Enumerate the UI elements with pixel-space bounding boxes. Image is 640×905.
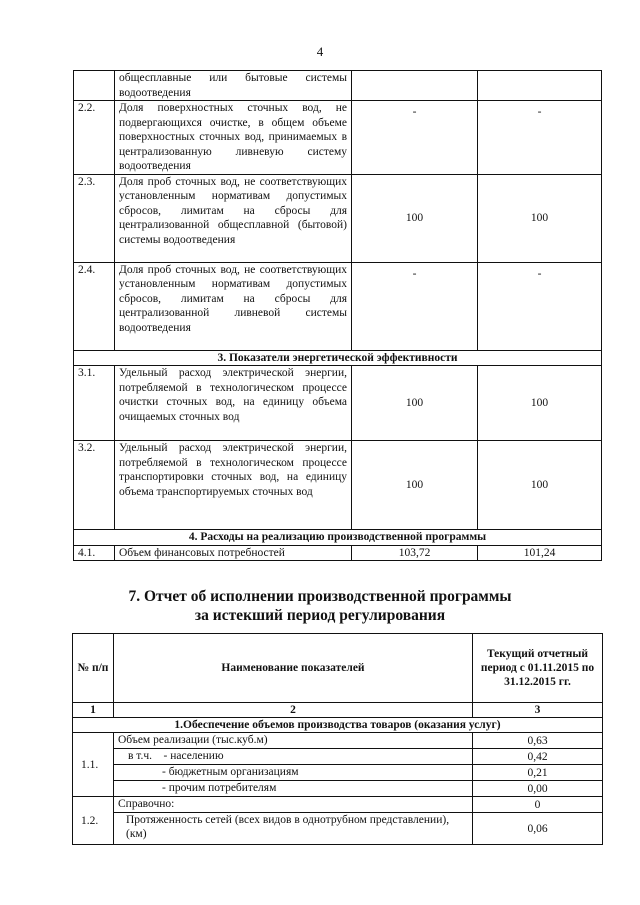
header-name: Наименование показателей — [114, 634, 473, 703]
index-row — [73, 703, 603, 718]
section-row — [73, 718, 603, 733]
row-label-prefix: в т.ч. — [128, 750, 152, 762]
row-description: общесплавные или бытовые системы водоотведения — [115, 71, 352, 101]
report-table — [72, 633, 603, 845]
value-cell-1: 100 — [352, 174, 478, 262]
header-period: Текущий отчетный период с 01.11.2015 по 31.12.2015 гг. — [473, 634, 603, 703]
row-value: 0,21 — [473, 765, 603, 781]
row-value: 0,63 — [473, 733, 603, 749]
row-number: 2.4. — [74, 262, 115, 350]
section-row — [74, 530, 602, 546]
report-title — [0, 587, 640, 625]
table-row — [73, 733, 603, 749]
row-number: 3.2. — [74, 441, 115, 530]
table-row — [73, 813, 603, 845]
table-row — [73, 797, 603, 813]
value-cell-2 — [478, 71, 602, 101]
page-number: 4 — [316, 44, 324, 59]
table-row — [73, 765, 603, 781]
row-label: - бюджетным организациям — [114, 765, 473, 781]
row-value: 0 — [473, 797, 603, 813]
row-description: Доля проб сточных вод, не соответствующих установленным нормативам допустимых сбросов, лимитам на сбросы для централизованной ливневой системы водоотведения — [115, 262, 352, 350]
value-cell-2: 100 — [478, 366, 602, 441]
table-row — [74, 366, 602, 441]
report-title-line-1: 7. Отчет об исполнении производственной программы — [128, 588, 512, 605]
value-cell-1: 100 — [352, 366, 478, 441]
section-heading: 1.Обеспечение объемов производства товаров (оказания услуг) — [73, 718, 603, 733]
header-row — [73, 634, 603, 703]
table-row — [74, 71, 602, 101]
row-description: Доля проб сточных вод, не соответствующих установленным нормативам допустимых сбросов, лимитам на сбросы для централизованной общесплавной (бытовой) системы водоотведения — [115, 174, 352, 262]
table-row — [74, 101, 602, 175]
row-number: 4.1. — [74, 545, 115, 561]
table-row — [74, 262, 602, 350]
row-number: 1.2. — [73, 797, 114, 845]
table-row — [73, 781, 603, 797]
row-label: - прочим потребителям — [114, 781, 473, 797]
row-value: 0,06 — [473, 813, 603, 845]
row-value: 0,42 — [473, 749, 603, 765]
indicators-table — [73, 70, 602, 561]
table-row — [74, 545, 602, 561]
row-label: Объем реализации (тыс.куб.м) — [114, 733, 473, 749]
index-cell: 2 — [114, 703, 473, 718]
row-number: 2.2. — [74, 101, 115, 175]
value-cell-1 — [352, 71, 478, 101]
index-cell: 3 — [473, 703, 603, 718]
table-row — [74, 441, 602, 530]
value-cell-2: - — [478, 262, 602, 350]
value-cell-1: 100 — [352, 441, 478, 530]
row-value: 0,00 — [473, 781, 603, 797]
row-number: 3.1. — [74, 366, 115, 441]
row-description: Объем финансовых потребностей — [115, 545, 352, 561]
row-number — [74, 71, 115, 101]
row-description: Удельный расход электрической энергии, потребляемой в технологическом процессе очистки сточных вод, на единицу объема очищаемых сточных вод — [115, 366, 352, 441]
report-title-line-2: за истекший период регулирования — [194, 607, 446, 624]
row-label — [114, 749, 473, 765]
section-heading: 3. Показатели энергетической эффективности — [74, 350, 602, 366]
section-row — [74, 350, 602, 366]
value-cell-1: - — [352, 262, 478, 350]
row-description: Доля поверхностных сточных вод, не подвергающихся очистке, в общем объеме поверхностных сточных вод, принимаемых в централизованную ливневую систему водоотведения — [115, 101, 352, 175]
row-description: Удельный расход электрической энергии, потребляемой в технологическом процессе транспортировки сточных вод, на единицу объема транспортируемых сточных вод — [115, 441, 352, 530]
table-row — [73, 749, 603, 765]
header-number: № п/п — [73, 634, 114, 703]
value-cell-1: 103,72 — [352, 545, 478, 561]
section-heading: 4. Расходы на реализацию производственной программы — [74, 530, 602, 546]
row-number: 2.3. — [74, 174, 115, 262]
row-label: Протяженность сетей (всех видов в однотрубном представлении), (км) — [114, 813, 473, 845]
value-cell-1: - — [352, 101, 478, 175]
row-label: Справочно: — [114, 797, 473, 813]
value-cell-2: - — [478, 101, 602, 175]
value-cell-2: 101,24 — [478, 545, 602, 561]
row-label-text: - населению — [163, 750, 224, 762]
table-row — [74, 174, 602, 262]
value-cell-2: 100 — [478, 441, 602, 530]
value-cell-2: 100 — [478, 174, 602, 262]
row-number: 1.1. — [73, 733, 114, 797]
index-cell: 1 — [73, 703, 114, 718]
